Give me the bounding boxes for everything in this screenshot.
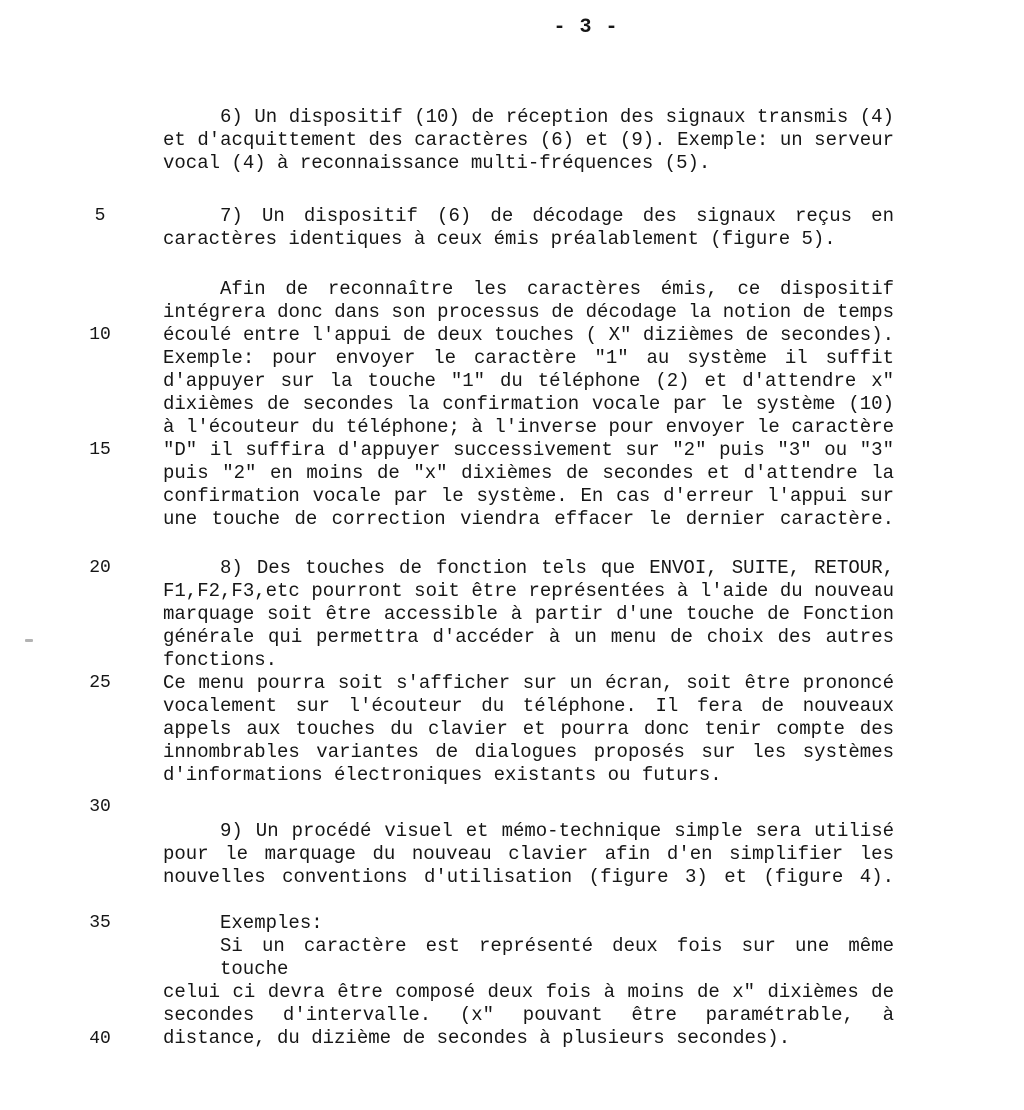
line-number: 15 <box>89 440 111 460</box>
text-line: nouvelles conventions d'utilisation (figure 3) et (figure 4). <box>163 866 894 888</box>
text-line: Si un caractère est représenté deux fois sur une même touche <box>220 935 894 980</box>
line-number: 10 <box>89 325 111 345</box>
text-line: 6) Un dispositif (10) de réception des signaux transmis (4) <box>220 106 894 128</box>
text-line: 7) Un dispositif (6) de décodage des signaux reçus en <box>220 205 894 227</box>
text-line: et d'acquittement des caractères (6) et (9). Exemple: un serveur <box>163 129 894 151</box>
text-line: Exemples: <box>220 912 323 934</box>
text-line: F1,F2,F3,etc pourront soit être représentées à l'aide du nouveau <box>163 580 894 602</box>
text-line: vocal (4) à reconnaissance multi-fréquences (5). <box>163 152 711 174</box>
text-line: d'appuyer sur la touche "1" du téléphone (2) et d'attendre x" <box>163 370 894 392</box>
text-line: innombrables variantes de dialogues proposés sur les systèmes <box>163 741 894 763</box>
paragraph-item-8 <box>163 557 894 787</box>
text-line: Afin de reconnaître les caractères émis, ce dispositif <box>220 278 894 300</box>
line-number: 25 <box>89 673 111 693</box>
text-line: marquage soit être accessible à partir d'une touche de Fonction <box>163 603 894 625</box>
margin-artifact-dot <box>25 639 33 642</box>
text-line: "D" il suffira d'appuyer successivement sur "2" puis "3" ou "3" <box>163 439 894 461</box>
line-number: 5 <box>94 206 106 226</box>
text-line: secondes d'intervalle. (x" pouvant être paramétrable, à <box>163 1004 894 1026</box>
paragraph-item-7 <box>163 205 894 251</box>
text-line: à l'écouteur du téléphone; à l'inverse pour envoyer le caractère <box>163 416 894 438</box>
line-number: 40 <box>89 1029 111 1049</box>
paragraph-decoding-explanation <box>163 278 894 531</box>
line-number: 35 <box>89 913 111 933</box>
paragraph-item-9 <box>163 820 894 889</box>
text-line: une touche de correction viendra effacer le dernier caractère. <box>163 508 894 530</box>
text-line: 8) Des touches de fonction tels que ENVOI, SUITE, RETOUR, <box>220 557 894 579</box>
document-body <box>163 0 894 1110</box>
paragraph-item-6 <box>163 106 894 175</box>
text-line: générale qui permettra d'accéder à un menu de choix des autres <box>163 626 894 648</box>
text-line: puis "2" en moins de "x" dixièmes de secondes et d'attendre la <box>163 462 894 484</box>
text-line: Exemple: pour envoyer le caractère "1" au système il suffit <box>163 347 894 369</box>
page-number: - 3 - <box>553 16 619 39</box>
text-line: confirmation vocale par le système. En cas d'erreur l'appui sur <box>163 485 894 507</box>
text-line: fonctions. <box>163 649 278 671</box>
text-line: Ce menu pourra soit s'afficher sur un écran, soit être prononcé <box>163 672 894 694</box>
text-line: caractères identiques à ceux émis préalablement (figure 5). <box>163 228 836 250</box>
paragraph-examples <box>163 912 894 1050</box>
text-line: vocalement sur l'écouteur du téléphone. Il fera de nouveaux <box>163 695 894 717</box>
text-line: appels aux touches du clavier et pourra donc tenir compte des <box>163 718 894 740</box>
text-line: pour le marquage du nouveau clavier afin d'en simplifier les <box>163 843 894 865</box>
text-line: celui ci devra être composé deux fois à moins de x" dixièmes de <box>163 981 894 1003</box>
line-number-margin <box>0 0 130 1110</box>
text-line: intégrera donc dans son processus de décodage la notion de temps <box>163 301 894 323</box>
text-line: écoulé entre l'appui de deux touches ( X" dizièmes de secondes). <box>163 324 894 346</box>
text-line: 9) Un procédé visuel et mémo-technique simple sera utilisé <box>220 820 894 842</box>
line-number: 30 <box>89 797 111 817</box>
text-line: d'informations électroniques existants ou futurs. <box>163 764 722 786</box>
text-line: distance, du dizième de secondes à plusieurs secondes). <box>163 1027 791 1049</box>
text-line: dixièmes de secondes la confirmation vocale par le système (10) <box>163 393 894 415</box>
line-number: 20 <box>89 558 111 578</box>
